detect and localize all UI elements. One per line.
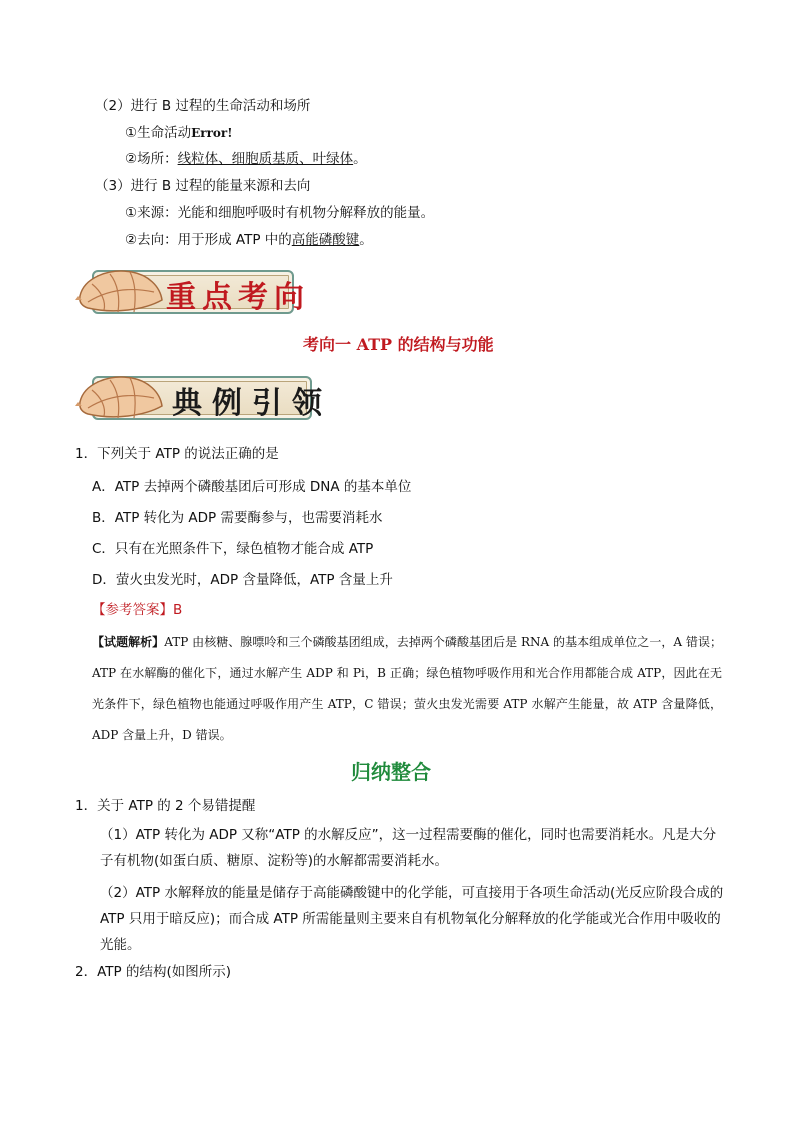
question-stem: 1．下列关于 ATP 的说法正确的是 xyxy=(75,446,279,462)
option-a: A．ATP 去掉两个磷酸基团后可形成 DNA 的基本单位 xyxy=(92,479,412,495)
banner-example xyxy=(74,368,332,426)
banner-key-topics xyxy=(74,262,310,320)
energy-destination-line xyxy=(125,230,373,250)
life-activity-line xyxy=(125,123,233,143)
answer-label: 【参考答案】 xyxy=(92,602,173,618)
energy-destination-suffix: 。 xyxy=(359,232,373,248)
banner-example-title: 典例引领 xyxy=(172,386,332,421)
option-c: C．只有在光照条件下，绿色植物才能合成 ATP xyxy=(92,541,374,557)
conch-shell-icon xyxy=(74,262,166,320)
analysis-text: ATP 由核糖、腺嘌呤和三个磷酸基团组成，去掉两个磷酸基团后是 RNA 的基本组成单位之一，A 错误；ATP 在水解酶的催化下，通过水解产生 ADP 和 Pi，B 正确；绿色植物呼吸作用和光合作用都能合成 ATP，因此在无光条件下，绿色植物也能通过呼吸作用产生 ATP，C 错误；萤火虫发光需要 ATP 水解产生能量，故 ATP 含量降低，ADP 含量上升，D 错误。 xyxy=(92,635,722,742)
analysis-paragraph xyxy=(92,627,722,751)
high-energy-bond: 高能磷酸键 xyxy=(291,232,360,248)
summary-point-1: （1）ATP 转化为 ADP 又称“ATP 的水解反应”，这一过程需要酶的催化，同时也需要消耗水。凡是大分子有机物(如蛋白质、糖原、淀粉等)的水解都需要消耗水。 xyxy=(100,827,717,869)
location-places: 线粒体、细胞质基质、叶绿体 xyxy=(177,151,354,167)
conch-shell-icon xyxy=(74,368,166,426)
summary-heading-1: 1．关于 ATP 的 2 个易错提醒 xyxy=(75,798,256,814)
summary-point-2: （2）ATP 水解释放的能量是储存于高能磷酸键中的化学能，可直接用于各项生命活动(光反应阶段合成的 ATP 只用于暗反应)；而合成 ATP 所需能量则主要来自有机物氧化分解释放的化学能或光合作用中吸收的光能。 xyxy=(100,885,724,953)
section-title: 考向一 ATP 的结构与功能 xyxy=(303,335,494,354)
life-activity-label: ①生命活动 xyxy=(125,125,192,141)
subheading-b-process-energy: （3）进行 B 过程的能量来源和去向 xyxy=(95,178,311,194)
location-suffix: 。 xyxy=(353,151,367,167)
summary-heading-2: 2．ATP 的结构(如图所示) xyxy=(75,964,231,980)
summary-title: 归纳整合 xyxy=(351,760,431,784)
banner-key-topics-title: 重点考向 xyxy=(166,280,310,315)
location-line xyxy=(125,149,367,169)
option-b: B．ATP 转化为 ADP 需要酶参与，也需要消耗水 xyxy=(92,510,383,526)
subheading-b-process-activity: （2）进行 B 过程的生命活动和场所 xyxy=(95,98,311,114)
answer-value: B xyxy=(173,602,183,618)
energy-source-line: ①来源：光能和细胞呼吸时有机物分解释放的能量。 xyxy=(125,205,435,221)
analysis-label: 【试题解析】 xyxy=(92,635,165,649)
reference-answer xyxy=(92,600,182,620)
error-text: Error! xyxy=(191,126,233,140)
option-d: D．萤火虫发光时，ADP 含量降低，ATP 含量上升 xyxy=(92,572,393,588)
location-label: ②场所： xyxy=(125,151,178,167)
energy-destination-label: ②去向：用于形成 ATP 中的 xyxy=(125,232,292,248)
